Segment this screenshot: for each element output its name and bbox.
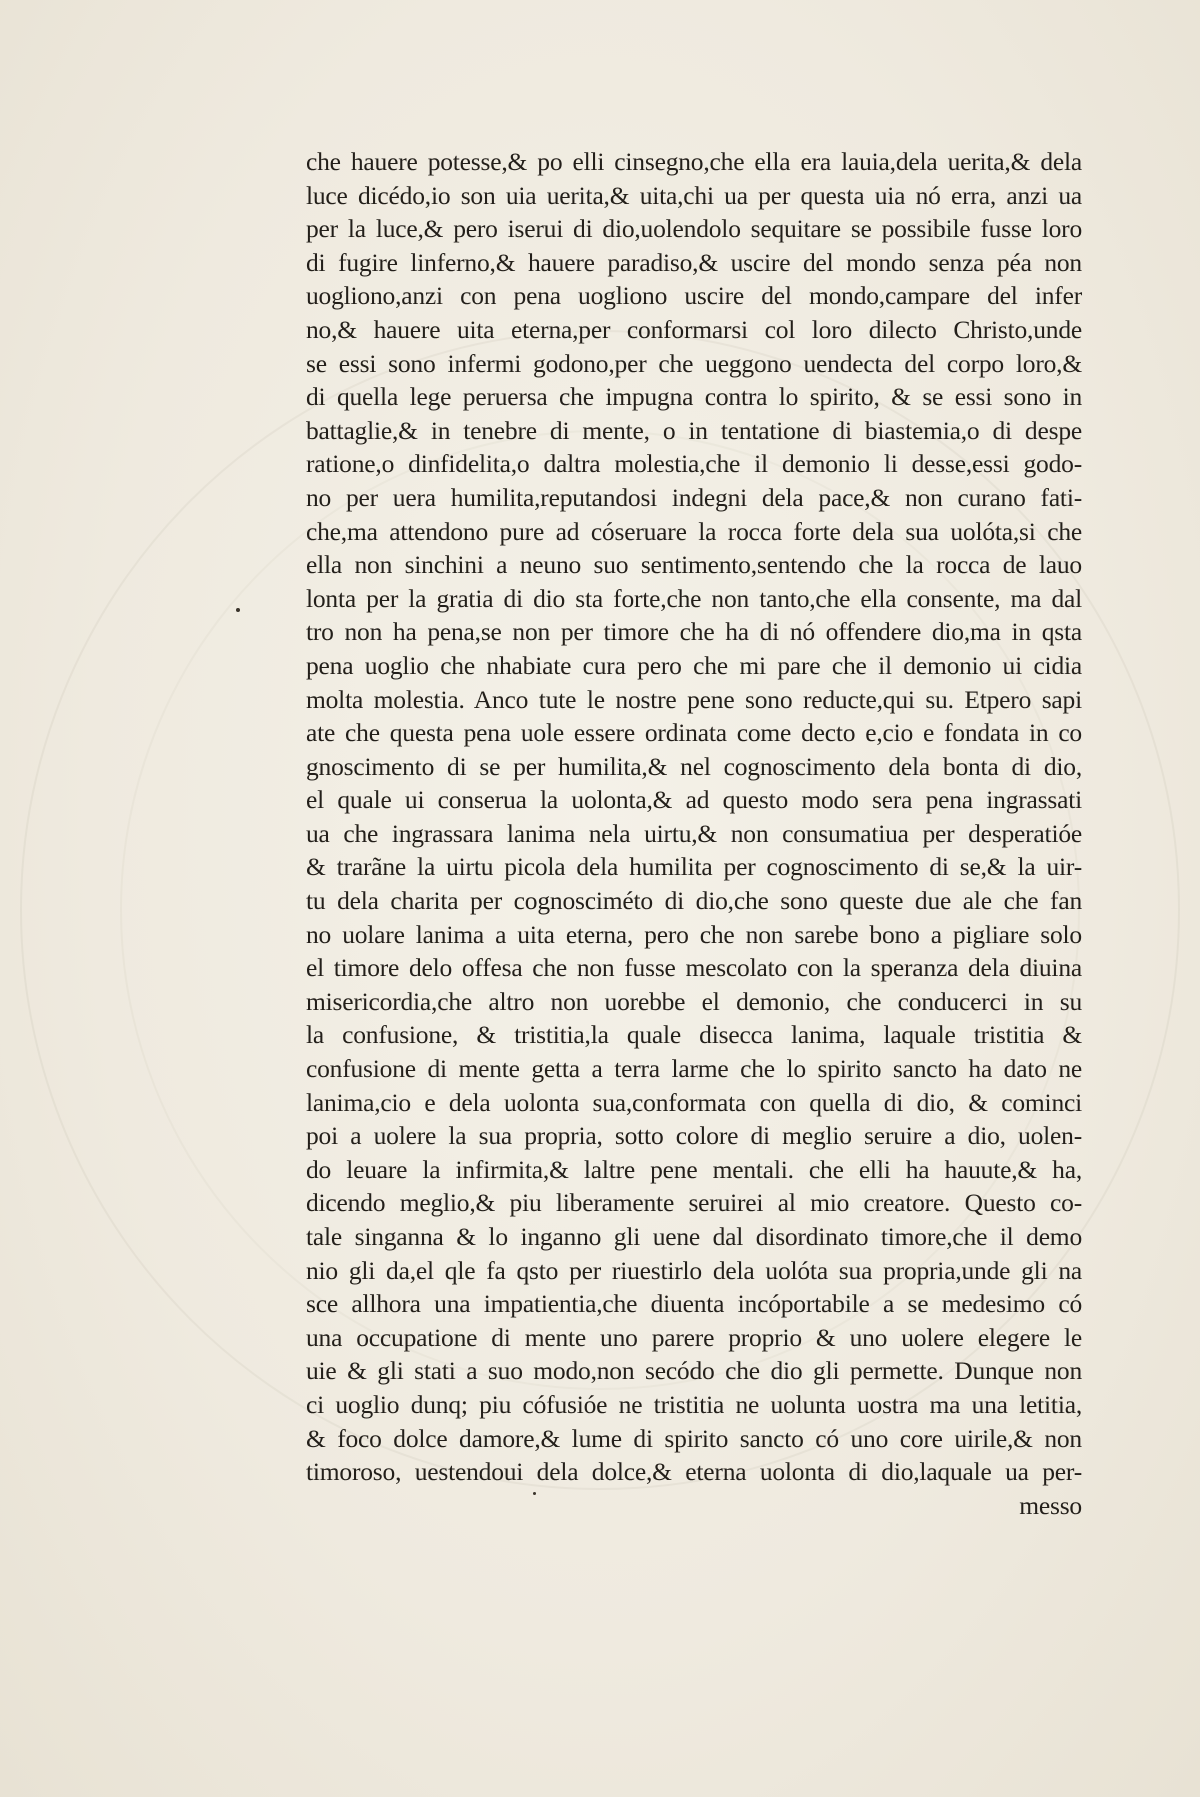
text-line: tale singanna & lo inganno gli uene dal disordinato timore,che il demo: [306, 1222, 1082, 1251]
text-line: el quale ui conserua la uolonta,& ad questo modo sera pena ingrassati: [306, 785, 1082, 815]
text-line: che hauere potesse,& po elli cinsegno,che ella era lauia,dela uerita,& dela: [306, 147, 1082, 176]
text-line: gnoscimento di se per humilita,& nel cognoscimento dela bonta di dio,: [306, 751, 1082, 781]
text-line: ratione,o dinfidelita,o daltra molestia,che il demonio li desse,essi godo-: [306, 449, 1082, 479]
text-block: [306, 145, 1082, 1522]
text-line: uie & gli stati a suo modo,non secódo che dio gli permette. Dunque non: [306, 1356, 1082, 1386]
text-line: battaglie,& in tenebre di mente, o in tentatione di biastemia,o di despe: [306, 415, 1082, 445]
text-line: nio gli da,el qle fa qsto per riuestirlo dela uolóta sua propria,unde gli na: [306, 1255, 1082, 1285]
text-line: uogliono,anzi con pena uogliono uscire del mondo,campare del infer: [306, 281, 1082, 311]
text-line: pena uoglio che nhabiate cura pero che mi pare che il demonio ui cidia: [306, 650, 1082, 680]
text-line: ella non sinchini a neuno suo sentimento,sentendo che la rocca de lauo: [306, 550, 1082, 580]
text-line: lanima,cio e dela uolonta sua,conformata con quella di dio, & cominci: [306, 1087, 1082, 1117]
catchword: messo: [1019, 1490, 1082, 1520]
text-line: la confusione, & tristitia,la quale disecca lanima, laquale tristitia &: [306, 1020, 1082, 1050]
text-line: ci uoglio dunq; piu cófusióe ne tristitia ne uolunta uostra ma una letitia,: [306, 1389, 1082, 1419]
text-line: timoroso, uestendoui dela dolce,& eterna uolonta di dio,laquale ua per-: [306, 1457, 1082, 1487]
text-line: ate che questa pena uole essere ordinata come decto e,cio e fondata in co: [306, 718, 1082, 748]
text-line: tro non ha pena,se non per timore che ha di nó offendere dio,ma in qsta: [306, 617, 1082, 647]
text-line: sce allhora una impatientia,che diuenta incóportabile a se medesimo có: [306, 1289, 1082, 1319]
text-line: ua che ingrassara lanima nela uirtu,& non consumatiua per desperatióe: [306, 818, 1082, 848]
text-line: se essi sono infermi godono,per che ueggono uendecta del corpo loro,&: [306, 348, 1082, 378]
text-line: molta molestia. Anco tute le nostre pene sono reducte,qui su. Etpero sapi: [306, 684, 1082, 714]
ink-speck: [236, 608, 240, 612]
text-line: lonta per la gratia di dio sta forte,che non tanto,che ella consente, ma dal: [306, 583, 1082, 613]
ink-speck: [533, 1492, 536, 1495]
text-line: no per uera humilita,reputandosi indegni dela pace,& non curano fati-: [306, 482, 1082, 512]
text-line: & foco dolce damore,& lume di spirito sancto có uno core uirile,& non: [306, 1423, 1082, 1453]
text-line: di fugire linferno,& hauere paradiso,& uscire del mondo senza péa non: [306, 247, 1082, 277]
text-line: poi a uolere la sua propria, sotto colore di meglio seruire a dio, uolen-: [306, 1121, 1082, 1151]
text-line: no,& hauere uita eterna,per conformarsi col loro dilecto Christo,unde: [306, 314, 1082, 344]
text-line: tu dela charita per cognosciméto di dio,che sono queste due ale che fan: [306, 886, 1082, 916]
text-line: di quella lege peruersa che impugna contra lo spirito, & se essi sono in: [306, 382, 1082, 412]
text-line: misericordia,che altro non uorebbe el demonio, che conducerci in su: [306, 986, 1082, 1016]
text-line: che,ma attendono pure ad cóseruare la rocca forte dela sua uolóta,si che: [306, 516, 1082, 546]
text-line: & trarãne la uirtu picola dela humilita per cognoscimento di se,& la uir-: [306, 852, 1082, 882]
text-line: per la luce,& pero iserui di dio,uolendolo sequitare se possibile fusse loro: [306, 214, 1082, 244]
text-line: dicendo meglio,& piu liberamente seruirei al mio creatore. Questo co-: [306, 1188, 1082, 1218]
text-line: luce dicédo,io son uia uerita,& uita,chi ua per questa uia nó erra, anzi ua: [306, 180, 1082, 210]
text-line: do leuare la infirmita,& laltre pene mentali. che elli ha hauute,& ha,: [306, 1154, 1082, 1184]
text-line: confusione di mente getta a terra larme che lo spirito sancto ha dato ne: [306, 1054, 1082, 1084]
text-line: una occupatione di mente uno parere proprio & uno uolere elegere le: [306, 1322, 1082, 1352]
text-line: el timore delo offesa che non fusse mescolato con la speranza dela diuina: [306, 953, 1082, 983]
text-line: no uolare lanima a uita eterna, pero che non sarebe bono a pigliare solo: [306, 919, 1082, 949]
